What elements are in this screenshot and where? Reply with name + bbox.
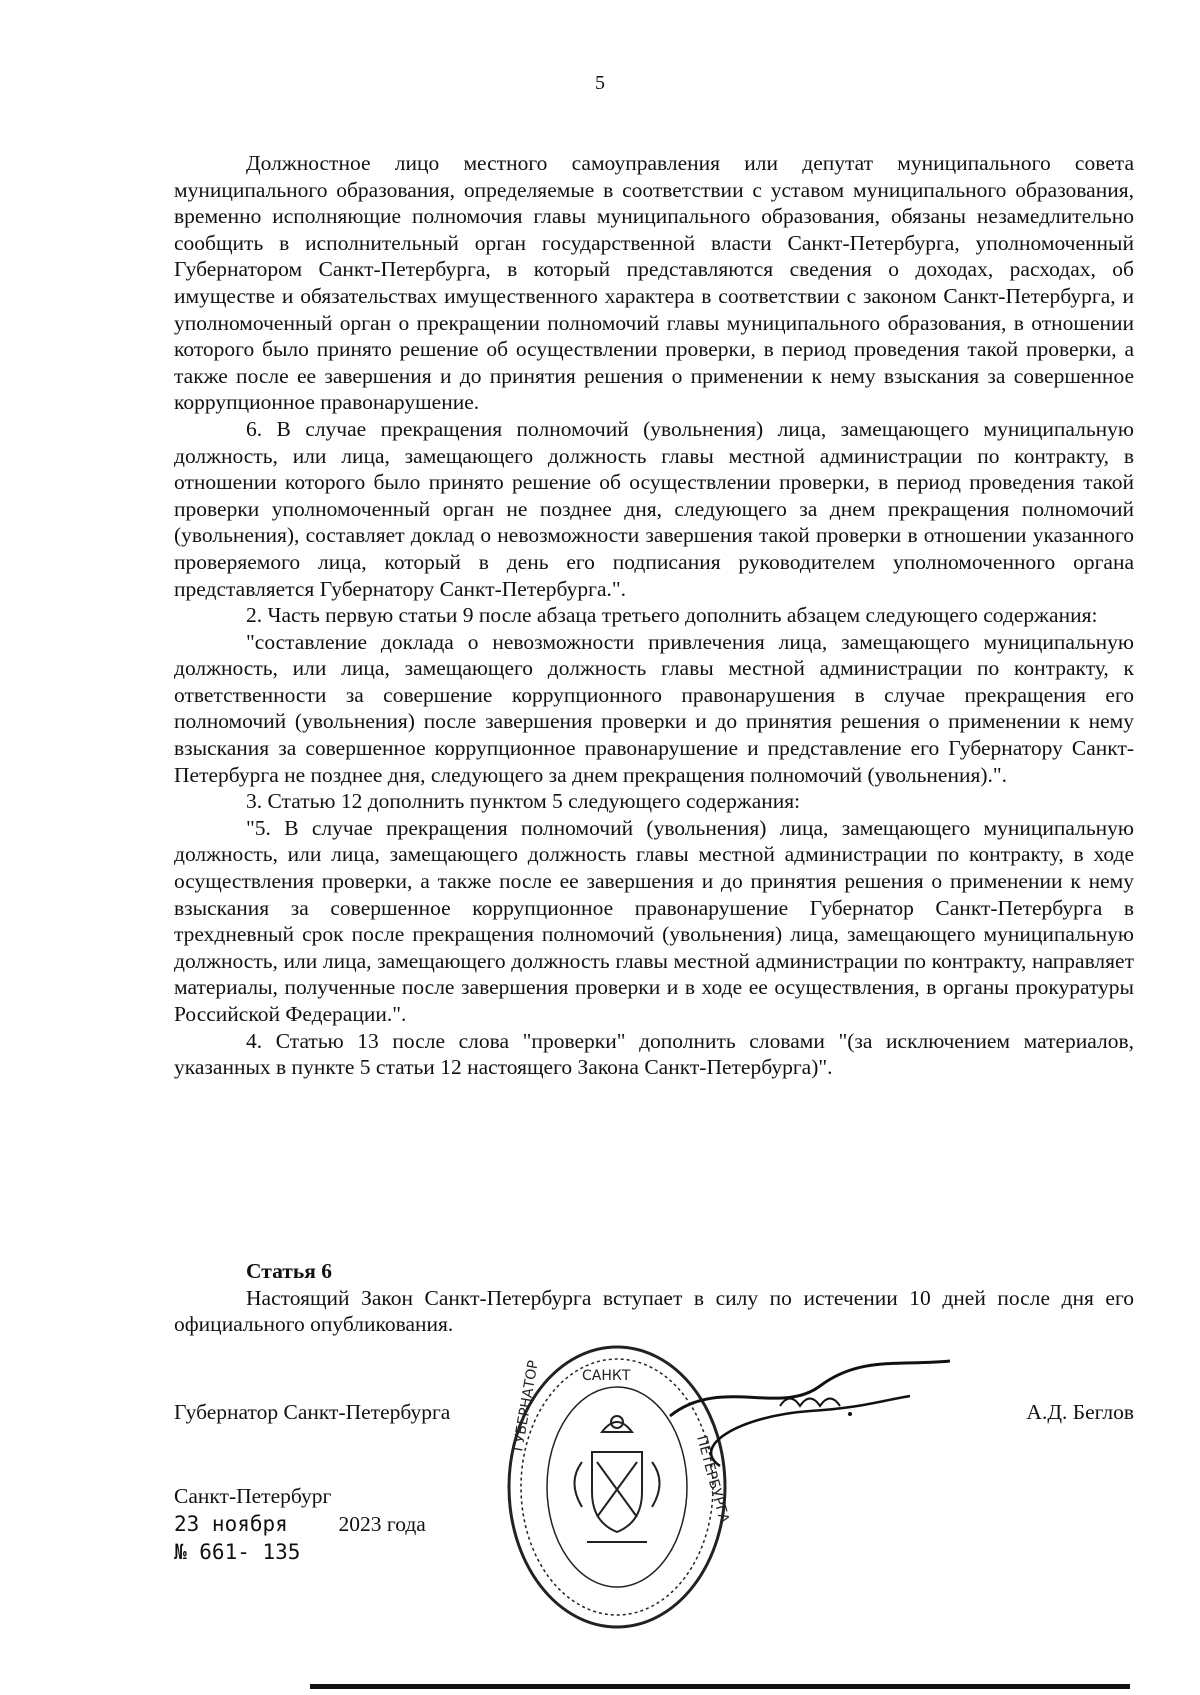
svg-text:САНКТ: САНКТ	[582, 1368, 631, 1384]
place-date-block	[174, 1482, 426, 1566]
paragraph: Должностное лицо местного самоуправления или депутат муниципального совета муниципального образования, определяемые в соответствии с уставом муниципального образования, временно исполняющие полномочия главы муниципального образования, обязаны незамедлительно сообщить в исполнительный орган государственной власти Санкт-Петербурга, уполномоченный Губернатором Санкт-Петербурга, в который представляются сведения о доходах, расходах, об имуществе и обязательствах имущественного характера в соответствии с законом Санкт-Петербурга, и уполномоченный орган о прекращении полномочий главы муниципального образования, в отношении которого было принято решение об осуществлении проверки, в период проведения такой проверки, а также после ее завершения и до принятия решения о применении к нему взыскания за совершенное коррупционное правонарушение.	[174, 151, 1134, 415]
page-number: 5	[595, 72, 605, 94]
law-number: № 661- 135	[174, 1540, 301, 1564]
place: Санкт-Петербург	[174, 1484, 332, 1508]
coat-of-arms-icon	[575, 1416, 660, 1542]
paragraph: "составление доклада о невозможности привлечения лица, замещающего муниципальную должность, или лица, замещающего должность главы местной администрации по контракту, к ответственности за совершение коррупционного правонарушения в случае прекращения его полномочий (увольнения) после завершения проверки и до принятия решения о применении к нему взыскания за совершенное коррупционное правонарушение и представление его Губернатору Санкт-Петербурга не позднее дня, следующего за днем прекращения полномочий (увольнения).".	[174, 629, 1134, 787]
footer-rule	[310, 1684, 1130, 1689]
law-body	[174, 150, 1134, 1081]
date-line	[174, 1510, 426, 1538]
date-year: 2023 года	[338, 1512, 426, 1536]
paragraph: "5. В случае прекращения полномочий (увольнения) лица, замещающего муниципальную должность, или лица, замещающего должность главы местной администрации по контракту, в ходе осуществления проверки, а также после ее завершения и до принятия решения о применении к нему взыскания за совершенное коррупционное правонарушение Губернатор Санкт-Петербурга в трехдневный срок после прекращения полномочий (увольнения) лица, замещающего муниципальную должность, или лица, замещающего должность главы местной администрации по контракту, направляет материалы, полученные после завершения проверки и в ходе ее осуществления, в органы прокуратуры Российской Федерации.".	[174, 815, 1134, 1026]
handwritten-signature	[660, 1356, 960, 1476]
date-day-month: 23 ноября	[174, 1512, 288, 1536]
signatory-name: А.Д. Беглов	[1026, 1400, 1134, 1424]
article-title: Статья 6	[246, 1259, 332, 1283]
svg-text:ГУБЕРНАТОР: ГУБЕРНАТОР	[510, 1359, 542, 1453]
svg-text:ПЕТЕРБУРГА: ПЕТЕРБУРГА	[693, 1433, 732, 1525]
signatory-position: Губернатор Санкт-Петербурга	[174, 1400, 451, 1424]
paragraph: 2. Часть первую статьи 9 после абзаца третьего дополнить абзацем следующего содержания:	[246, 603, 1098, 628]
article-text: Настоящий Закон Санкт-Петербурга вступает в силу по истечении 10 дней после дня его официального опубликования.	[174, 1285, 1134, 1337]
article-6	[174, 1258, 1134, 1338]
paragraph: 3. Статью 12 дополнить пунктом 5 следующего содержания:	[246, 789, 801, 814]
paragraph: 4. Статью 13 после слова "проверки" дополнить словами "(за исключением материалов, указанных в пункте 5 статьи 12 настоящего Закона Санкт-Петербурга)".	[174, 1028, 1134, 1080]
paragraph: 6. В случае прекращения полномочий (увольнения) лица, замещающего муниципальную должность, или лица, замещающего должность главы местной администрации по контракту, в отношении которого было принято решение об осуществлении проверки, в период проведения такой проверки уполномоченный орган не позднее дня, следующего за днем прекращения полномочий (увольнения), составляет доклад о невозможности завершения такой проверки в отношении указанного проверяемого лица, который в день его подписания руководителем уполномоченного органа представляется Губернатору Санкт-Петербурга.".	[174, 416, 1134, 601]
